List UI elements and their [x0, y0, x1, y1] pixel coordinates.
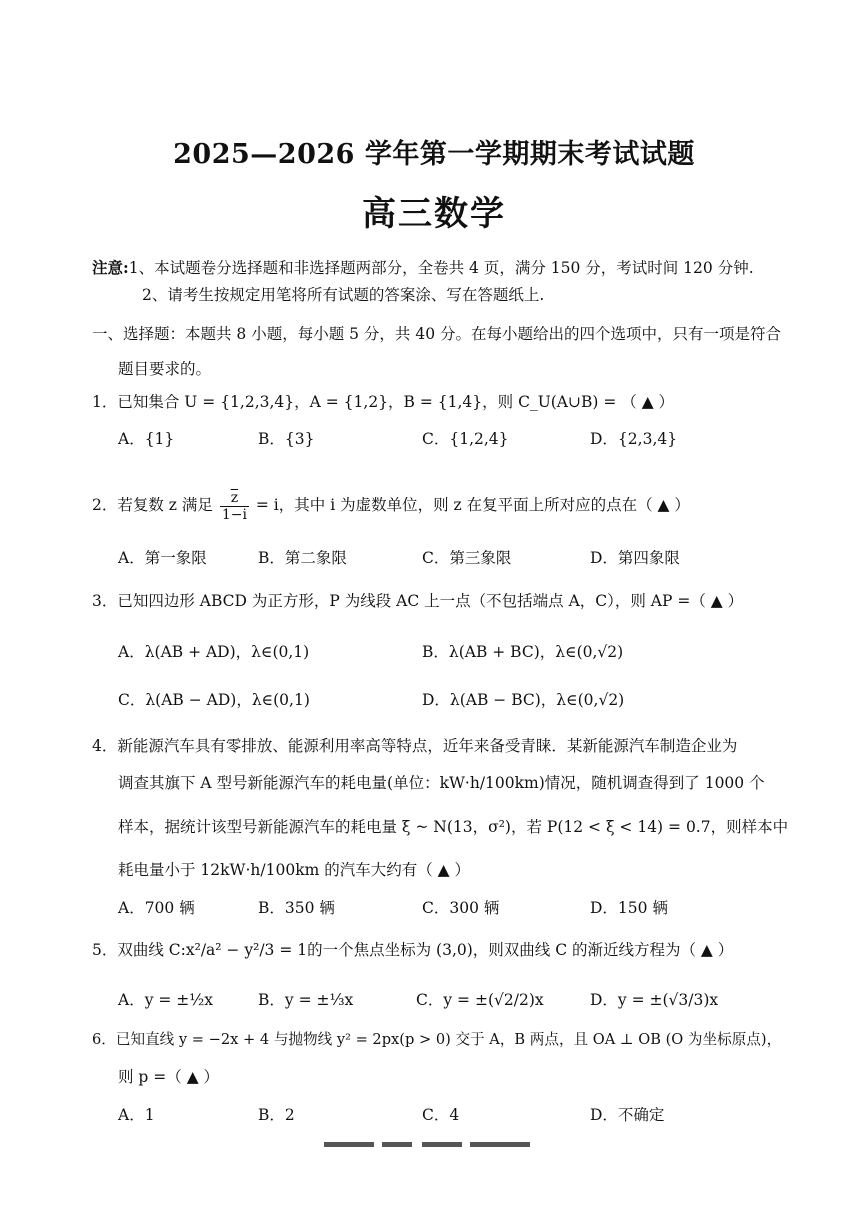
question-2-option-a: A．第一象限	[118, 549, 207, 567]
question-5-stem-suffix: 的一个焦点坐标为 (3,0)，则双曲线 C 的渐近线方程为（ ▲ ）	[307, 941, 734, 959]
question-4-option-a: A．700 辆	[118, 899, 195, 917]
question-3-option-c: C．λ(AB − AD)，λ∈(0,1)	[118, 691, 310, 709]
question-2-stem-prefix: 2．若复数 z 满足	[92, 496, 213, 514]
question-5-equation: x²/a² − y²/3 = 1	[185, 941, 308, 959]
question-5-option-c: C．y = ±(√2/2)x	[416, 991, 544, 1009]
question-2-stem	[92, 485, 690, 525]
question-4-line-4: 耗电量小于 12kW·h/100km 的汽车大约有（ ▲ ）	[118, 861, 470, 879]
exam-subject: 高三数学	[362, 194, 506, 234]
question-6-line-2: 则 p =（ ▲ ）	[118, 1068, 220, 1086]
notice-line-2: 2、请考生按规定用笔将所有试题的答案涂、写在答题纸上.	[142, 286, 545, 304]
question-4-option-b: B．350 辆	[258, 899, 335, 917]
question-1-stem: 1．已知集合 U = {1,2,3,4}，A = {1,2}，B = {1,4}，则 C_U(A∪B) = （ ▲ ）	[92, 393, 675, 411]
question-1-option-b: B．{3}	[258, 430, 315, 448]
question-3-option-a: A．λ(AB + AD)，λ∈(0,1)	[118, 643, 310, 661]
exam-title: 2025—2026 学年第一学期期末考试试题	[173, 139, 695, 170]
question-6-option-a: A．1	[118, 1106, 155, 1124]
question-4-line-3: 样本，据统计该型号新能源汽车的耗电量 ξ ~ N(13，σ²)，若 P(12 < ξ < 14) = 0.7，则样本中	[118, 818, 789, 836]
question-5-option-d: D．y = ±(√3/3)x	[590, 991, 719, 1009]
question-3-option-b: B．λ(AB + BC)，λ∈(0,√2)	[422, 643, 624, 661]
question-4-option-c: C．300 辆	[422, 899, 500, 917]
question-3-stem: 3．已知四边形 ABCD 为正方形，P 为线段 AC 上一点（不包括端点 A，C），则 AP =（ ▲ ）	[92, 592, 744, 610]
question-2-fraction-numerator: $\overline{z}$	[220, 490, 249, 507]
question-1-option-a: A．{1}	[118, 430, 175, 448]
section-heading-line-1: 一、选择题：本题共 8 小题，每小题 5 分，共 40 分。在每小题给出的四个选项中，只有一项是符合	[92, 325, 782, 343]
question-2-fraction-denominator: 1−i	[221, 506, 247, 523]
notice-text-1: 1、本试题卷分选择题和非选择题两部分，全卷共 4 页，满分 150 分，考试时间 120 分钟.	[128, 259, 754, 277]
question-4-line-2: 调查其旗下 A 型号新能源汽车的耗电量(单位：kW·h/100km)情况，随机调查得到了 1000 个	[118, 774, 765, 792]
page-footer-cropped	[320, 1134, 550, 1148]
question-6-option-d: D．不确定	[590, 1106, 665, 1124]
question-4-option-d: D．150 辆	[590, 899, 668, 917]
question-6-line-1: 6．已知直线 y = −2x + 4 与抛物线 y² = 2px(p > 0) 交于 A，B 两点，且 OA ⊥ OB (O 为坐标原点)，	[92, 1031, 782, 1048]
question-5-option-a: A．y = ±½x	[118, 991, 214, 1009]
question-2-option-b: B．第二象限	[258, 549, 347, 567]
notice-line-1	[92, 258, 754, 278]
question-3-option-d: D．λ(AB − BC)，λ∈(0,√2)	[422, 691, 625, 709]
question-2-option-c: C．第三象限	[422, 549, 512, 567]
question-2-option-d: D．第四象限	[590, 549, 680, 567]
question-1-option-c: C．{1,2,4}	[422, 430, 509, 448]
question-2-fraction	[220, 490, 249, 523]
section-heading-line-2: 题目要求的。	[118, 360, 212, 378]
question-2-stem-suffix: = i，其中 i 为虚数单位，则 z 在复平面上所对应的点在（ ▲ ）	[255, 496, 690, 514]
footer-ink-marks	[320, 1134, 550, 1148]
question-5-stem-prefix: 5．双曲线 C:	[92, 941, 186, 959]
question-4-line-1: 4．新能源汽车具有零排放、能源利用率高等特点，近年来备受青睐．某新能源汽车制造企业为	[92, 737, 738, 755]
question-1-option-d: D．{2,3,4}	[590, 430, 678, 448]
question-6-option-b: B．2	[258, 1106, 295, 1124]
question-6-option-c: C．4	[422, 1106, 460, 1124]
notice-label: 注意:	[92, 258, 129, 277]
question-5-stem	[92, 940, 733, 960]
question-5-option-b: B．y = ±⅓x	[258, 991, 354, 1009]
